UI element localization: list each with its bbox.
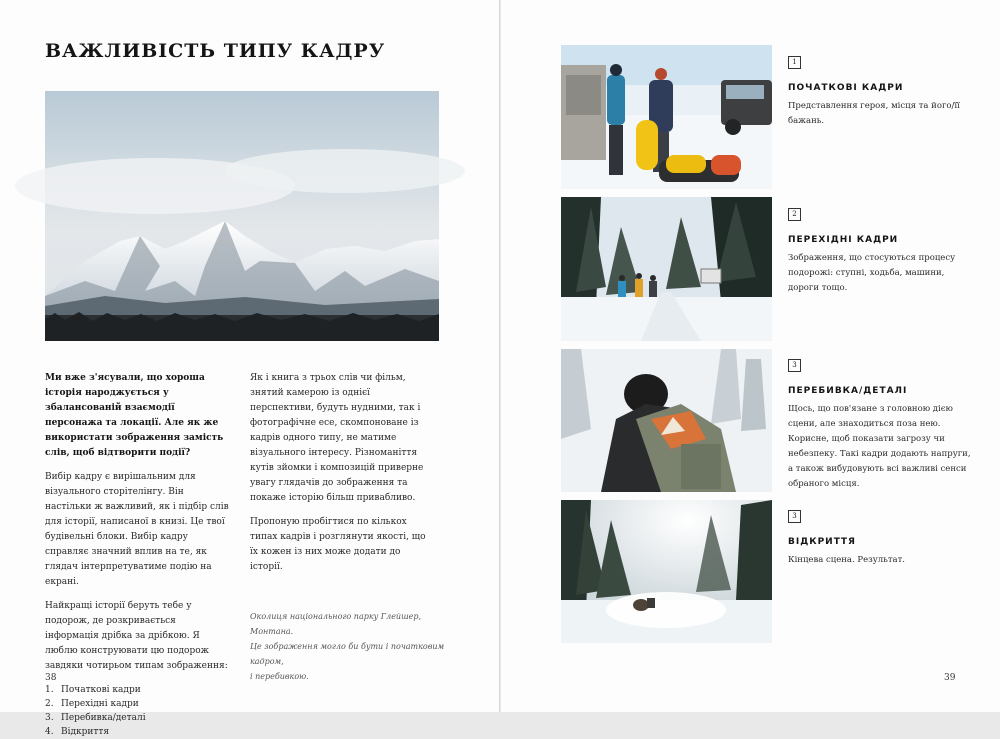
item-number-badge: 3 — [788, 359, 801, 372]
list-label: Перехідні кадри — [61, 699, 139, 709]
list-label: Початкові кадри — [61, 685, 141, 695]
list-number: 1. — [45, 685, 54, 695]
item-description: Представлення героя, місця та його/її бажань. — [788, 101, 960, 126]
paragraph: Найкращі історії беруть тебе у подорож, де розкривається інформація дрібка за дрібкою. Я люблю конструювати цю подорож завдяки чотирьом типам зображення: — [45, 601, 228, 671]
photo-caption — [250, 609, 445, 684]
list-item — [45, 697, 230, 711]
detail-shot-photo — [561, 349, 772, 492]
right-page — [501, 0, 1000, 712]
list-number: 2. — [45, 699, 54, 709]
item-title: ПЕРЕБИВКА/ДЕТАЛІ — [788, 386, 908, 396]
caption-line: Околиця національного парку Глейшер, Монтана. — [250, 612, 422, 636]
list-number: 4. — [45, 727, 54, 737]
item-description: Зображення, що стосуються процесу подорожі: ступні, ходьба, машини, дороги тощо. — [788, 253, 956, 293]
left-page — [0, 0, 499, 737]
item-title: ВІДКРИТТЯ — [788, 537, 856, 547]
shot-type-item — [788, 352, 973, 492]
transition-shot-photo — [561, 197, 772, 341]
body-column-2 — [250, 371, 435, 584]
paragraph: Пропоную пробігтися по кількох типах кадрів і розглянути якості, що їх кожен із них може додати до історії. — [250, 517, 426, 572]
mountain-photo — [45, 91, 439, 341]
opening-shot-photo — [561, 45, 772, 189]
item-title: ПОЧАТКОВІ КАДРИ — [788, 83, 904, 93]
list-item — [45, 683, 230, 697]
shot-type-item — [788, 201, 973, 296]
item-description: Кінцева сцена. Результат. — [788, 555, 905, 565]
item-title: ПЕРЕХІДНІ КАДРИ — [788, 235, 899, 245]
item-number-badge: 2 — [788, 208, 801, 221]
page-number: 38 — [45, 673, 57, 683]
list-number: 3. — [45, 713, 54, 723]
page-number: 39 — [944, 673, 956, 683]
shot-type-list — [45, 683, 230, 739]
list-item — [45, 725, 230, 739]
item-number-badge: 3 — [788, 510, 801, 523]
paragraph: Як і книга з трьох слів чи фільм, знятий камерою із однієї перспективи, будуть нудними, так і фотографічне есе, скомпоноване із кадрів одного типу, не матиме візуального інтересу. Різноманіття кутів зйомки і композицій приверне увагу глядачів до зображення та покаже історію більш привабливо. — [250, 373, 424, 503]
item-description: Щось, що пов'язане з головною дією сцени, але знаходиться поза нею. Корисне, щоб показати загрозу чи небезпеку. Такі кадри додають напруги, а також вибудовують всі важливі сенси обраного місця. — [788, 404, 971, 489]
caption-line: і перебивкою. — [250, 672, 309, 681]
paragraph: Вибір кадру є вирішальним для візуального сторітелінгу. Він настільки ж важливий, як і підбір слів для історії, написаної в книзі. Це твої будівельні блоки. Вибір кадру справляє значний вплив на те, як глядач інтерпретуватиме подію на екрані. — [45, 472, 229, 587]
body-column-1 — [45, 371, 230, 739]
item-number-badge: 1 — [788, 56, 801, 69]
list-item — [45, 711, 230, 725]
caption-line: Це зображення могло би бути і початковим кадром, — [250, 642, 445, 666]
shot-type-item — [788, 503, 973, 568]
list-label: Відкриття — [61, 727, 110, 737]
reveal-shot-photo — [561, 500, 772, 643]
shot-type-item — [788, 49, 973, 129]
list-label: Перебивка/деталі — [61, 713, 146, 723]
page-title: ВАЖЛИВІСТЬ ТИПУ КАДРУ — [45, 40, 386, 62]
lead-paragraph: Ми вже з'ясували, що хороша історія народжується у збалансованій взаємодії персонажа та локації. Але як же використати зображення замість слів, щоб відтворити події? — [45, 373, 224, 458]
